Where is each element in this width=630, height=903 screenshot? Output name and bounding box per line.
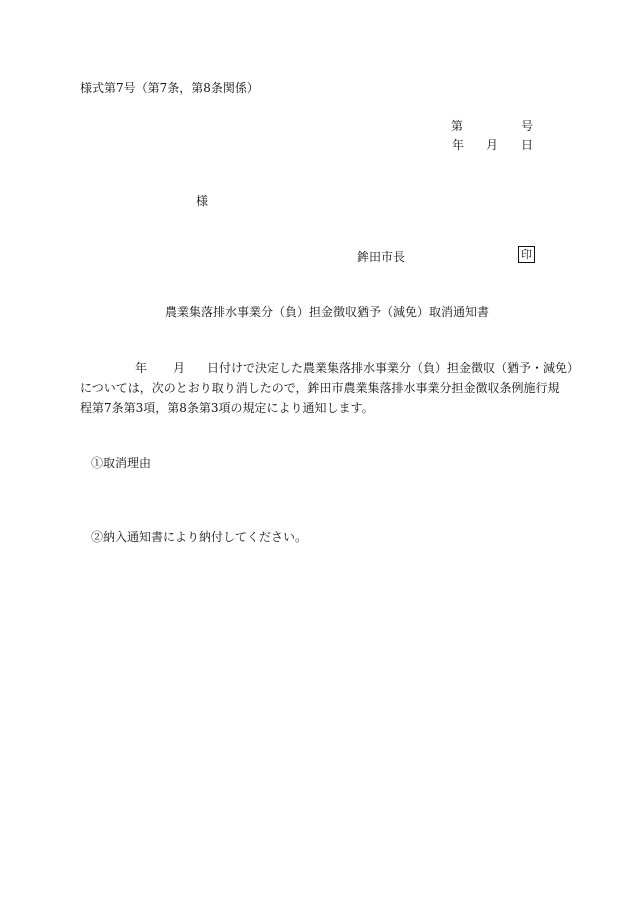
document-title: 農業集落排水事業分（負）担金徴収猶予（減免）取消通知書 xyxy=(165,305,490,319)
form-number: 様式第7号（第7条，第8条関係） xyxy=(80,81,259,95)
item-cancellation-reason: ①取消理由 xyxy=(91,456,152,470)
date-month-label: 月 xyxy=(486,138,499,152)
item-payment-instruction: ②納入通知書により納付してください。 xyxy=(91,530,308,544)
body-month-label: 月 xyxy=(173,361,186,375)
body-year-label: 年 xyxy=(135,361,148,375)
body-text-line-2: については，次のとおり取り消したので，鉾田市農業集落排水事業分担金徴収条例施行規 xyxy=(80,381,560,395)
issuer-name: 鉾田市長 xyxy=(357,250,406,264)
addressee-honorific: 様 xyxy=(196,194,209,208)
body-text-line-1-rest: 日付けで決定した農業集落排水事業分（負）担金徴収（猶予・減免） xyxy=(207,361,580,375)
date-year-label: 年 xyxy=(452,138,465,152)
body-text-line-3: 程第7条第3項，第8条第3項の規定により通知します。 xyxy=(80,401,374,415)
date-day-label: 日 xyxy=(521,138,534,152)
seal-stamp: 印 xyxy=(518,246,535,263)
document-number-label: 第 xyxy=(451,119,464,133)
document-number-suffix: 号 xyxy=(521,119,534,133)
